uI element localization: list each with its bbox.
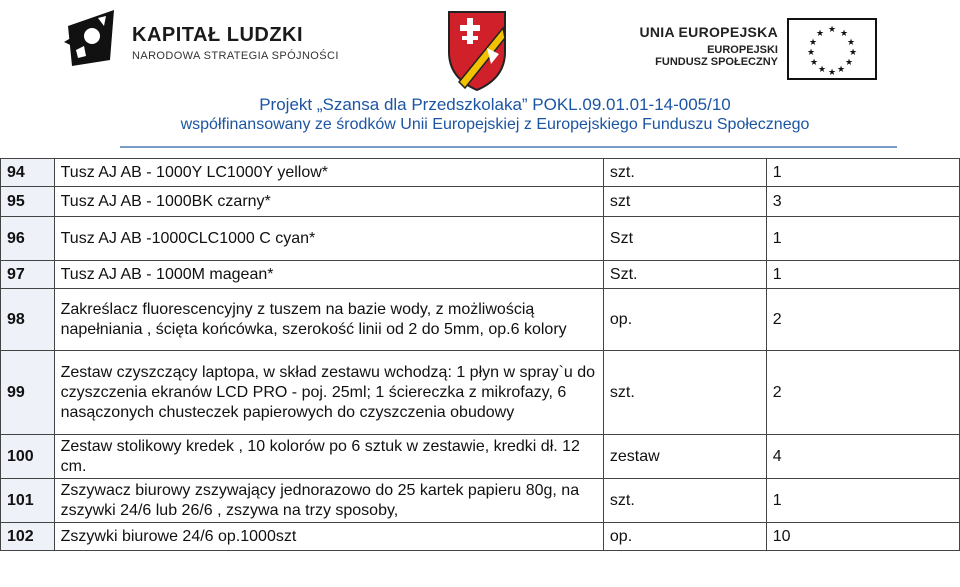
- kapital-ludzki-emblem-icon: [62, 6, 122, 70]
- item-unit: szt.: [603, 159, 766, 187]
- item-unit: Szt.: [603, 261, 766, 289]
- item-unit: zestaw: [603, 435, 766, 479]
- item-description: Zszywacz biurowy zszywający jednorazowo do 25 kartek papieru 80g, na zszywki 24/6 lub 26/6 , zszywa na trzy sposoby,: [54, 479, 603, 523]
- item-description: Zszywki biurowe 24/6 op.1000szt: [54, 523, 603, 551]
- item-unit: op.: [603, 289, 766, 351]
- row-number: 98: [1, 289, 55, 351]
- item-quantity: 3: [766, 187, 959, 217]
- table-row: [1, 435, 960, 479]
- items-table: [0, 158, 960, 551]
- row-number: 102: [1, 523, 55, 551]
- document-header: [0, 0, 960, 150]
- svg-text:★: ★: [808, 38, 818, 48]
- eu-title: UNIA EUROPEJSKA: [639, 24, 778, 40]
- header-divider: [120, 146, 897, 148]
- item-unit: szt.: [603, 351, 766, 435]
- svg-text:★: ★: [809, 58, 819, 68]
- row-number: 95: [1, 187, 55, 217]
- item-quantity: 10: [766, 523, 959, 551]
- item-unit: op.: [603, 523, 766, 551]
- eu-flag-icon: [787, 18, 877, 80]
- item-description: Zakreślacz fluorescencyjny z tuszem na bazie wody, z możliwością napełniania , ścięta końcówka, szerokość linii od 2 do 5mm, op.6 kolory: [54, 289, 603, 351]
- item-description: Tusz AJ AB - 1000BK czarny*: [54, 187, 603, 217]
- item-quantity: 1: [766, 261, 959, 289]
- table-row: [1, 261, 960, 289]
- kapital-ludzki-subtitle: NARODOWA STRATEGIA SPÓJNOŚCI: [132, 50, 339, 62]
- item-description: Zestaw czyszczący laptopa, w skład zestawu wchodzą: 1 płyn w spray`u do czyszczenia ekranów LCD PRO - poj. 25ml; 1 ściereczka z mikrofazy, 6 nasączonych chusteczek papierowych do czyszczenia obudowy: [54, 351, 603, 435]
- item-unit: szt: [603, 187, 766, 217]
- svg-text:★: ★: [817, 65, 827, 75]
- item-quantity: 1: [766, 159, 959, 187]
- item-description: Tusz AJ AB - 1000M magean*: [54, 261, 603, 289]
- svg-text:★: ★: [815, 29, 825, 39]
- svg-text:★: ★: [844, 58, 854, 68]
- svg-text:★: ★: [839, 29, 849, 39]
- item-quantity: 1: [766, 479, 959, 523]
- project-funding-note: współfinansowany ze środków Unii Europejskiej z Europejskiego Funduszu Społecznego: [180, 116, 810, 133]
- row-number: 101: [1, 479, 55, 523]
- item-unit: szt.: [603, 479, 766, 523]
- table-row: [1, 159, 960, 187]
- table-row: [1, 523, 960, 551]
- eu-fund-line2: FUNDUSZ SPOŁECZNY: [655, 56, 778, 68]
- eu-caption: [600, 24, 778, 68]
- table-row: [1, 217, 960, 261]
- svg-text:★: ★: [846, 38, 856, 48]
- kapital-ludzki-title: KAPITAŁ LUDZKI: [132, 24, 304, 46]
- item-description: Zestaw stolikowy kredek , 10 kolorów po 6 sztuk w zestawie, kredki dł. 12 cm.: [54, 435, 603, 479]
- svg-text:★: ★: [827, 68, 837, 78]
- svg-text:★: ★: [806, 48, 816, 58]
- eu-fund-line1: EUROPEJSKI: [707, 44, 778, 56]
- item-description: Tusz AJ AB - 1000Y LC1000Y yellow*: [54, 159, 603, 187]
- item-description: Tusz AJ AB -1000CLC1000 C cyan*: [54, 217, 603, 261]
- table-row: [1, 351, 960, 435]
- svg-text:★: ★: [836, 65, 846, 75]
- item-quantity: 2: [766, 351, 959, 435]
- row-number: 97: [1, 261, 55, 289]
- svg-text:★: ★: [827, 25, 837, 35]
- row-number: 100: [1, 435, 55, 479]
- coat-of-arms-icon: [445, 8, 509, 92]
- row-number: 96: [1, 217, 55, 261]
- table-row: [1, 479, 960, 523]
- item-quantity: 4: [766, 435, 959, 479]
- item-quantity: 1: [766, 217, 959, 261]
- svg-text:★: ★: [848, 48, 858, 58]
- table-row: [1, 187, 960, 217]
- item-unit: Szt: [603, 217, 766, 261]
- row-number: 99: [1, 351, 55, 435]
- item-quantity: 2: [766, 289, 959, 351]
- row-number: 94: [1, 159, 55, 187]
- kapital-ludzki-logo: [62, 6, 362, 76]
- project-title: Projekt „Szansa dla Przedszkolaka” POKL.09.01.01-14-005/10: [259, 95, 731, 114]
- table-row: [1, 289, 960, 351]
